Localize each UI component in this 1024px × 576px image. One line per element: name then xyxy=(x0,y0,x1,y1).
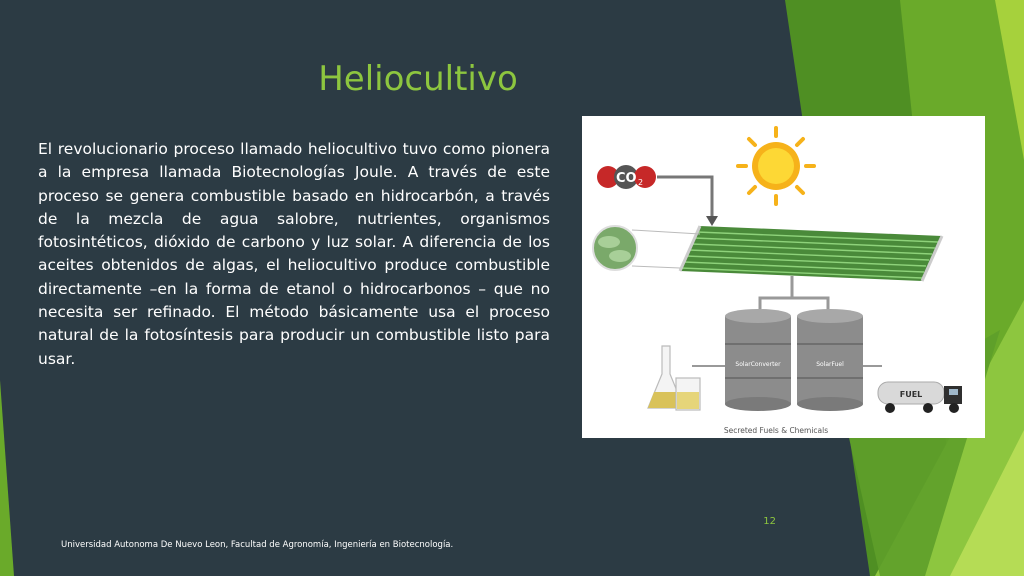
slide-body-text: El revolucionario proceso llamado heliocultivo tuvo como pionera a la empresa llamada Biotecnologías Joule. A través de este proceso se genera combustible basado en hidrocarbón, a través de la mezcla de agua salobre, nutrientes, organismos fotosintéticos, dióxido de carbono y luz solar. A diferencia de los aceites obtenidos de algas, el heliocultivo produce combustible directamente –en la forma de etanol o hidrocarbonos – que no necesita ser refinado. El método básicamente usa el proceso natural de la fotosíntesis para producir un combustible listo para usar. xyxy=(38,140,550,368)
fuel-pipes xyxy=(760,276,828,312)
co2-molecule-icon xyxy=(597,165,656,189)
slide-footer: Universidad Autonoma De Nuevo Leon, Facultad de Agronomía, Ingeniería en Biotecnología. xyxy=(61,540,454,550)
bg-left-sliver xyxy=(0,380,14,576)
heliocultivo-diagram xyxy=(582,116,985,438)
sun-icon xyxy=(738,128,814,204)
co2-subscript: 2 xyxy=(638,178,644,187)
co2-pipe xyxy=(657,177,718,226)
slide-title: Heliocultivo xyxy=(318,59,518,99)
diagram-canvas xyxy=(582,116,985,438)
drum-left xyxy=(725,309,791,411)
drum-right xyxy=(797,309,863,411)
drum-left-label: SolarConverter xyxy=(735,361,781,368)
co2-label: CO xyxy=(616,171,637,186)
photobioreactor-panel xyxy=(680,226,942,281)
lab-flask-icon xyxy=(648,346,725,410)
diagram-caption: Secreted Fuels & Chemicals xyxy=(723,426,829,435)
fuel-truck-icon xyxy=(863,366,962,413)
page-number: 12 xyxy=(763,516,776,527)
truck-fuel-label: FUEL xyxy=(899,390,923,399)
drum-right-label: SolarFuel xyxy=(816,361,844,368)
